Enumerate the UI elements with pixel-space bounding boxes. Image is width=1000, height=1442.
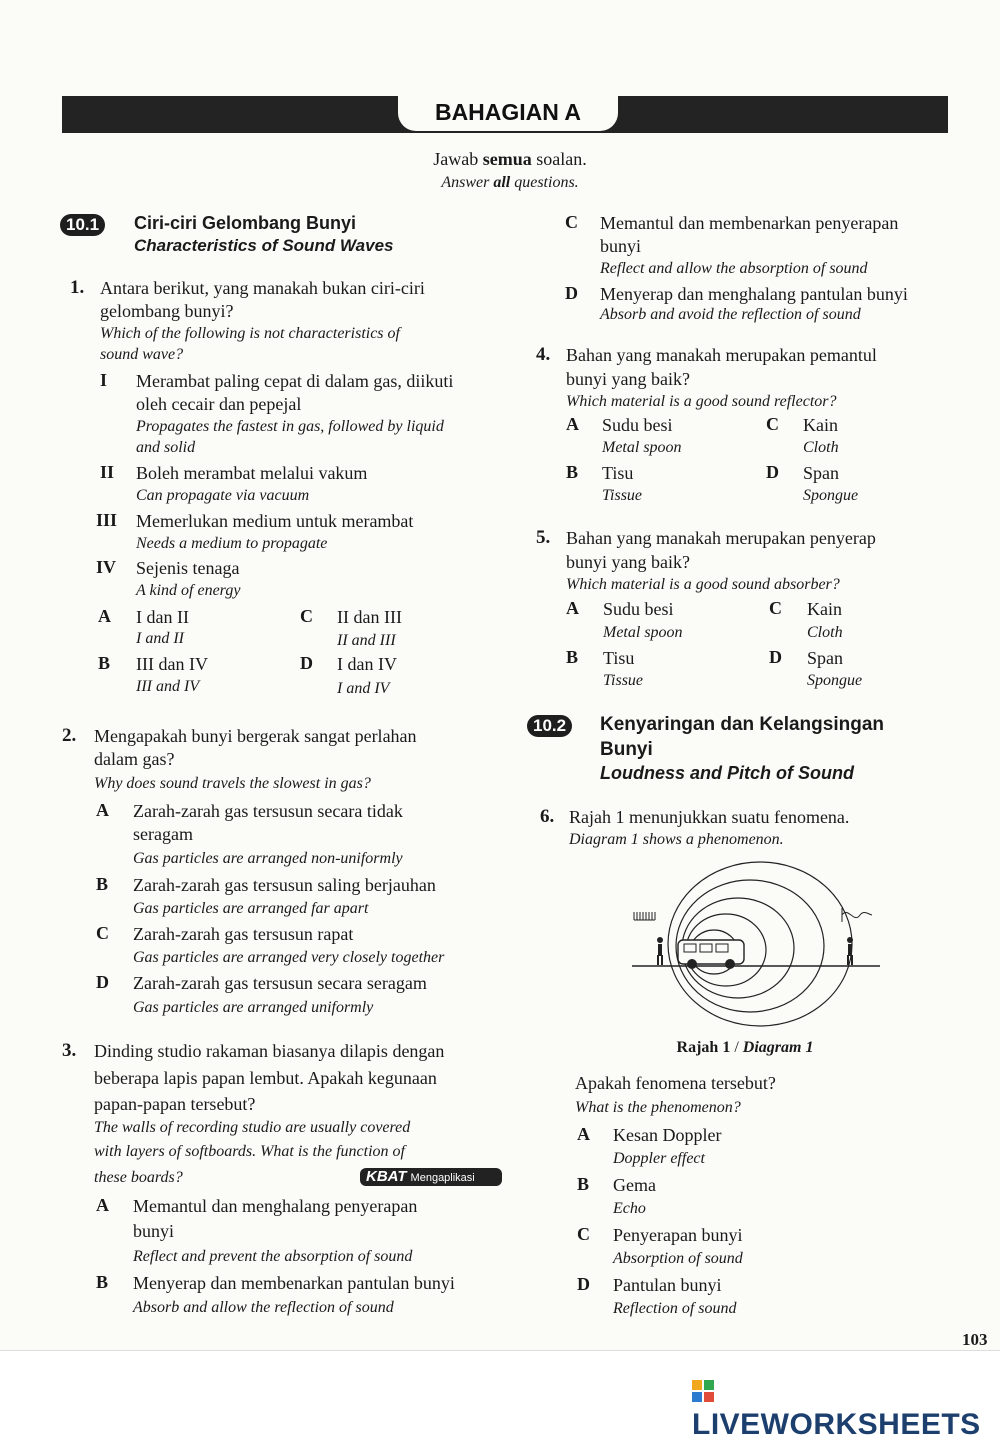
option-en: Tissue: [602, 487, 643, 504]
option-ms[interactable]: Span: [807, 648, 843, 668]
statement-ms: Sejenis tenaga: [136, 558, 240, 578]
option-en: Spongue: [803, 487, 859, 504]
q1-text-ms-1: Antara berikut, yang manakah bukan ciri-ciri: [100, 278, 425, 298]
option-en: Gas particles are arranged very closely together: [133, 949, 445, 966]
option-ms[interactable]: Tisu: [603, 648, 635, 668]
section-title-ms: Ciri-ciri Gelombang Bunyi: [134, 213, 357, 233]
option-ms[interactable]: Memantul dan menghalang penyerapan: [133, 1196, 418, 1216]
option-en: Absorb and avoid the reflection of sound: [600, 306, 861, 323]
option-label[interactable]: B: [577, 1174, 590, 1194]
option-ms[interactable]: seragam: [133, 824, 193, 844]
liveworksheets-logo[interactable]: [692, 1374, 1000, 1442]
option-label[interactable]: C: [769, 598, 782, 618]
instruction-ms: Jawab semua soalan.: [433, 149, 587, 169]
option-label[interactable]: A: [566, 598, 579, 618]
option-ms[interactable]: bunyi: [133, 1221, 175, 1241]
option-en: III and IV: [136, 678, 200, 695]
option-ms[interactable]: Memantul dan membenarkan penyerapan: [600, 213, 899, 233]
option-label[interactable]: B: [98, 653, 111, 673]
footer-divider: [0, 1350, 1000, 1351]
option-label[interactable]: D: [96, 972, 109, 992]
q3-text-ms-3: papan-papan tersebut?: [94, 1094, 256, 1114]
statement-ms: Memerlukan medium untuk merambat: [136, 511, 414, 531]
option-ms[interactable]: Sudu besi: [602, 415, 673, 435]
statement-label: III: [96, 510, 118, 530]
observer-left-icon: [657, 937, 663, 965]
section-badge-10-1: 10.1: [60, 214, 105, 236]
option-ms[interactable]: Zarah-zarah gas tersusun rapat: [133, 924, 354, 944]
section-title-en: Characteristics of Sound Waves: [134, 236, 394, 255]
option-label[interactable]: C: [766, 414, 779, 434]
section-title-ms: Kenyaringan dan Kelangsingan: [600, 714, 884, 735]
question-number: 5.: [536, 527, 551, 548]
option-label[interactable]: D: [565, 283, 578, 303]
option-ms[interactable]: bunyi: [600, 236, 642, 256]
option-label[interactable]: B: [566, 647, 579, 667]
option-ms[interactable]: Gema: [613, 1175, 656, 1195]
q1-text-en-1: Which of the following is not characteristics of: [100, 325, 400, 342]
option-label[interactable]: D: [300, 653, 313, 673]
statement-label: II: [100, 462, 115, 482]
option-label[interactable]: D: [769, 647, 782, 667]
q4-text-en-1: Which material is a good sound reflector?: [566, 393, 837, 410]
option-label[interactable]: C: [96, 923, 109, 943]
compressed-wave-icon: [634, 912, 655, 920]
q5-text-ms-1: Bahan yang manakah merupakan penyerap: [566, 528, 876, 548]
q1-text-en-2: sound wave?: [100, 346, 184, 363]
question-number: 1.: [70, 277, 85, 298]
liveworksheets-wordmark: LIVEWORKSHEETS: [692, 1408, 981, 1441]
option-ms[interactable]: Penyerapan bunyi: [613, 1225, 743, 1245]
statement-ms: oleh cecair dan pepejal: [136, 394, 302, 414]
option-label[interactable]: A: [566, 414, 579, 434]
option-en: II and III: [337, 632, 396, 649]
q4-text-ms-2: bunyi yang baik?: [566, 369, 690, 389]
option-ms[interactable]: Sudu besi: [603, 599, 674, 619]
option-en: Spongue: [807, 672, 863, 689]
option-label[interactable]: D: [577, 1274, 590, 1294]
q1-text-ms-2: gelombang bunyi?: [100, 301, 234, 321]
option-ms[interactable]: Kesan Doppler: [613, 1125, 722, 1145]
option-en: Doppler effect: [613, 1150, 705, 1167]
kbat-badge: KBAT Mengaplikasi: [360, 1168, 502, 1186]
statement-en: and solid: [136, 439, 196, 456]
statement-en: Propagates the fastest in gas, followed by liquid: [136, 418, 444, 435]
statement-ms: Merambat paling cepat di dalam gas, diikuti: [136, 371, 454, 391]
option-ms[interactable]: Zarah-zarah gas tersusun saling berjauhan: [133, 875, 436, 895]
option-ms[interactable]: III dan IV: [136, 654, 208, 674]
option-en: Gas particles are arranged non-uniformly: [133, 850, 403, 867]
option-ms[interactable]: Kain: [803, 415, 838, 435]
statement-en: Needs a medium to propagate: [136, 535, 328, 552]
option-ms[interactable]: I dan IV: [337, 654, 397, 674]
q6-ask-ms: Apakah fenomena tersebut?: [575, 1073, 776, 1093]
option-en: Reflection of sound: [613, 1300, 737, 1317]
option-ms[interactable]: Zarah-zarah gas tersusun secara seragam: [133, 973, 427, 993]
option-ms[interactable]: Kain: [807, 599, 842, 619]
section-heading: BAHAGIAN A: [398, 96, 618, 131]
option-en: I and II: [136, 630, 184, 647]
statement-en: A kind of energy: [136, 582, 241, 599]
option-en: Reflect and allow the absorption of sound: [600, 260, 868, 277]
q3-text-ms-2: beberapa lapis papan lembut. Apakah kegunaan: [94, 1068, 437, 1088]
section-badge-10-2: 10.2: [527, 715, 572, 737]
statement-ms: Boleh merambat melalui vakum: [136, 463, 368, 483]
q3-text-ms-1: Dinding studio rakaman biasanya dilapis dengan: [94, 1041, 445, 1061]
statement-label: I: [100, 370, 108, 390]
option-label[interactable]: C: [300, 606, 313, 626]
section-title-ms: Bunyi: [600, 739, 653, 760]
question-number: 3.: [62, 1040, 77, 1061]
option-en: Gas particles are arranged far apart: [133, 900, 369, 917]
option-ms[interactable]: Menyerap dan membenarkan pantulan bunyi: [133, 1273, 455, 1293]
statement-label: IV: [96, 557, 117, 577]
option-en: Cloth: [807, 624, 843, 641]
q3-text-en-2: with layers of softboards. What is the function of: [94, 1143, 405, 1160]
q3-text-en-1: The walls of recording studio are usually covered: [94, 1119, 411, 1136]
option-en: Absorb and allow the reflection of sound: [133, 1299, 394, 1316]
q2-text-ms-2: dalam gas?: [94, 749, 175, 769]
option-en: Absorption of sound: [613, 1250, 743, 1267]
option-en: Metal spoon: [603, 624, 683, 641]
option-en: Tissue: [603, 672, 644, 689]
option-label[interactable]: C: [577, 1224, 590, 1244]
liveworksheets-mark-icon: [692, 1380, 714, 1402]
option-en: Cloth: [803, 439, 839, 456]
q4-text-ms-1: Bahan yang manakah merupakan pemantul: [566, 345, 877, 365]
q2-text-en-1: Why does sound travels the slowest in gas?: [94, 775, 371, 792]
option-label[interactable]: A: [98, 606, 111, 626]
q5-text-en-1: Which material is a good sound absorber?: [566, 576, 840, 593]
question-number: 6.: [540, 806, 555, 827]
option-ms[interactable]: Zarah-zarah gas tersusun secara tidak: [133, 801, 403, 821]
option-en: Echo: [613, 1200, 646, 1217]
option-label[interactable]: D: [766, 462, 779, 482]
option-label[interactable]: C: [565, 212, 578, 232]
option-en: Gas particles are arranged uniformly: [133, 999, 374, 1016]
option-label[interactable]: B: [96, 1272, 109, 1292]
option-en: Reflect and prevent the absorption of sound: [133, 1248, 413, 1265]
option-ms[interactable]: Tisu: [602, 463, 634, 483]
option-en: Metal spoon: [602, 439, 682, 456]
instruction-en: Answer all questions.: [441, 174, 579, 191]
option-en: I and IV: [337, 680, 390, 697]
diagram-caption: Rajah 1 / Diagram 1: [676, 1039, 814, 1056]
q6-text-ms-1: Rajah 1 menunjukkan suatu fenomena.: [569, 807, 850, 827]
option-label[interactable]: B: [96, 874, 109, 894]
section-title-en: Loudness and Pitch of Sound: [600, 763, 854, 783]
q3-text-en-3: these boards?: [94, 1169, 183, 1186]
option-ms[interactable]: II dan III: [337, 607, 402, 627]
doppler-diagram: [620, 858, 890, 1028]
question-number: 2.: [62, 725, 77, 746]
q5-text-ms-2: bunyi yang baik?: [566, 552, 690, 572]
q6-text-en-1: Diagram 1 shows a phenomenon.: [569, 831, 784, 848]
option-ms[interactable]: Span: [803, 463, 839, 483]
option-label[interactable]: A: [96, 800, 109, 820]
option-ms[interactable]: Menyerap dan menghalang pantulan bunyi: [600, 284, 908, 304]
option-ms[interactable]: Pantulan bunyi: [613, 1275, 722, 1295]
q2-text-ms-1: Mengapakah bunyi bergerak sangat perlahan: [94, 726, 417, 746]
q6-ask-en: What is the phenomenon?: [575, 1099, 741, 1116]
option-label[interactable]: A: [577, 1124, 590, 1144]
option-label[interactable]: A: [96, 1195, 109, 1215]
van-icon: [678, 940, 744, 969]
option-label[interactable]: B: [566, 462, 579, 482]
page-number: 103: [962, 1330, 988, 1349]
question-number: 4.: [536, 344, 551, 365]
option-ms[interactable]: I dan II: [136, 607, 189, 627]
statement-en: Can propagate via vacuum: [136, 487, 310, 504]
